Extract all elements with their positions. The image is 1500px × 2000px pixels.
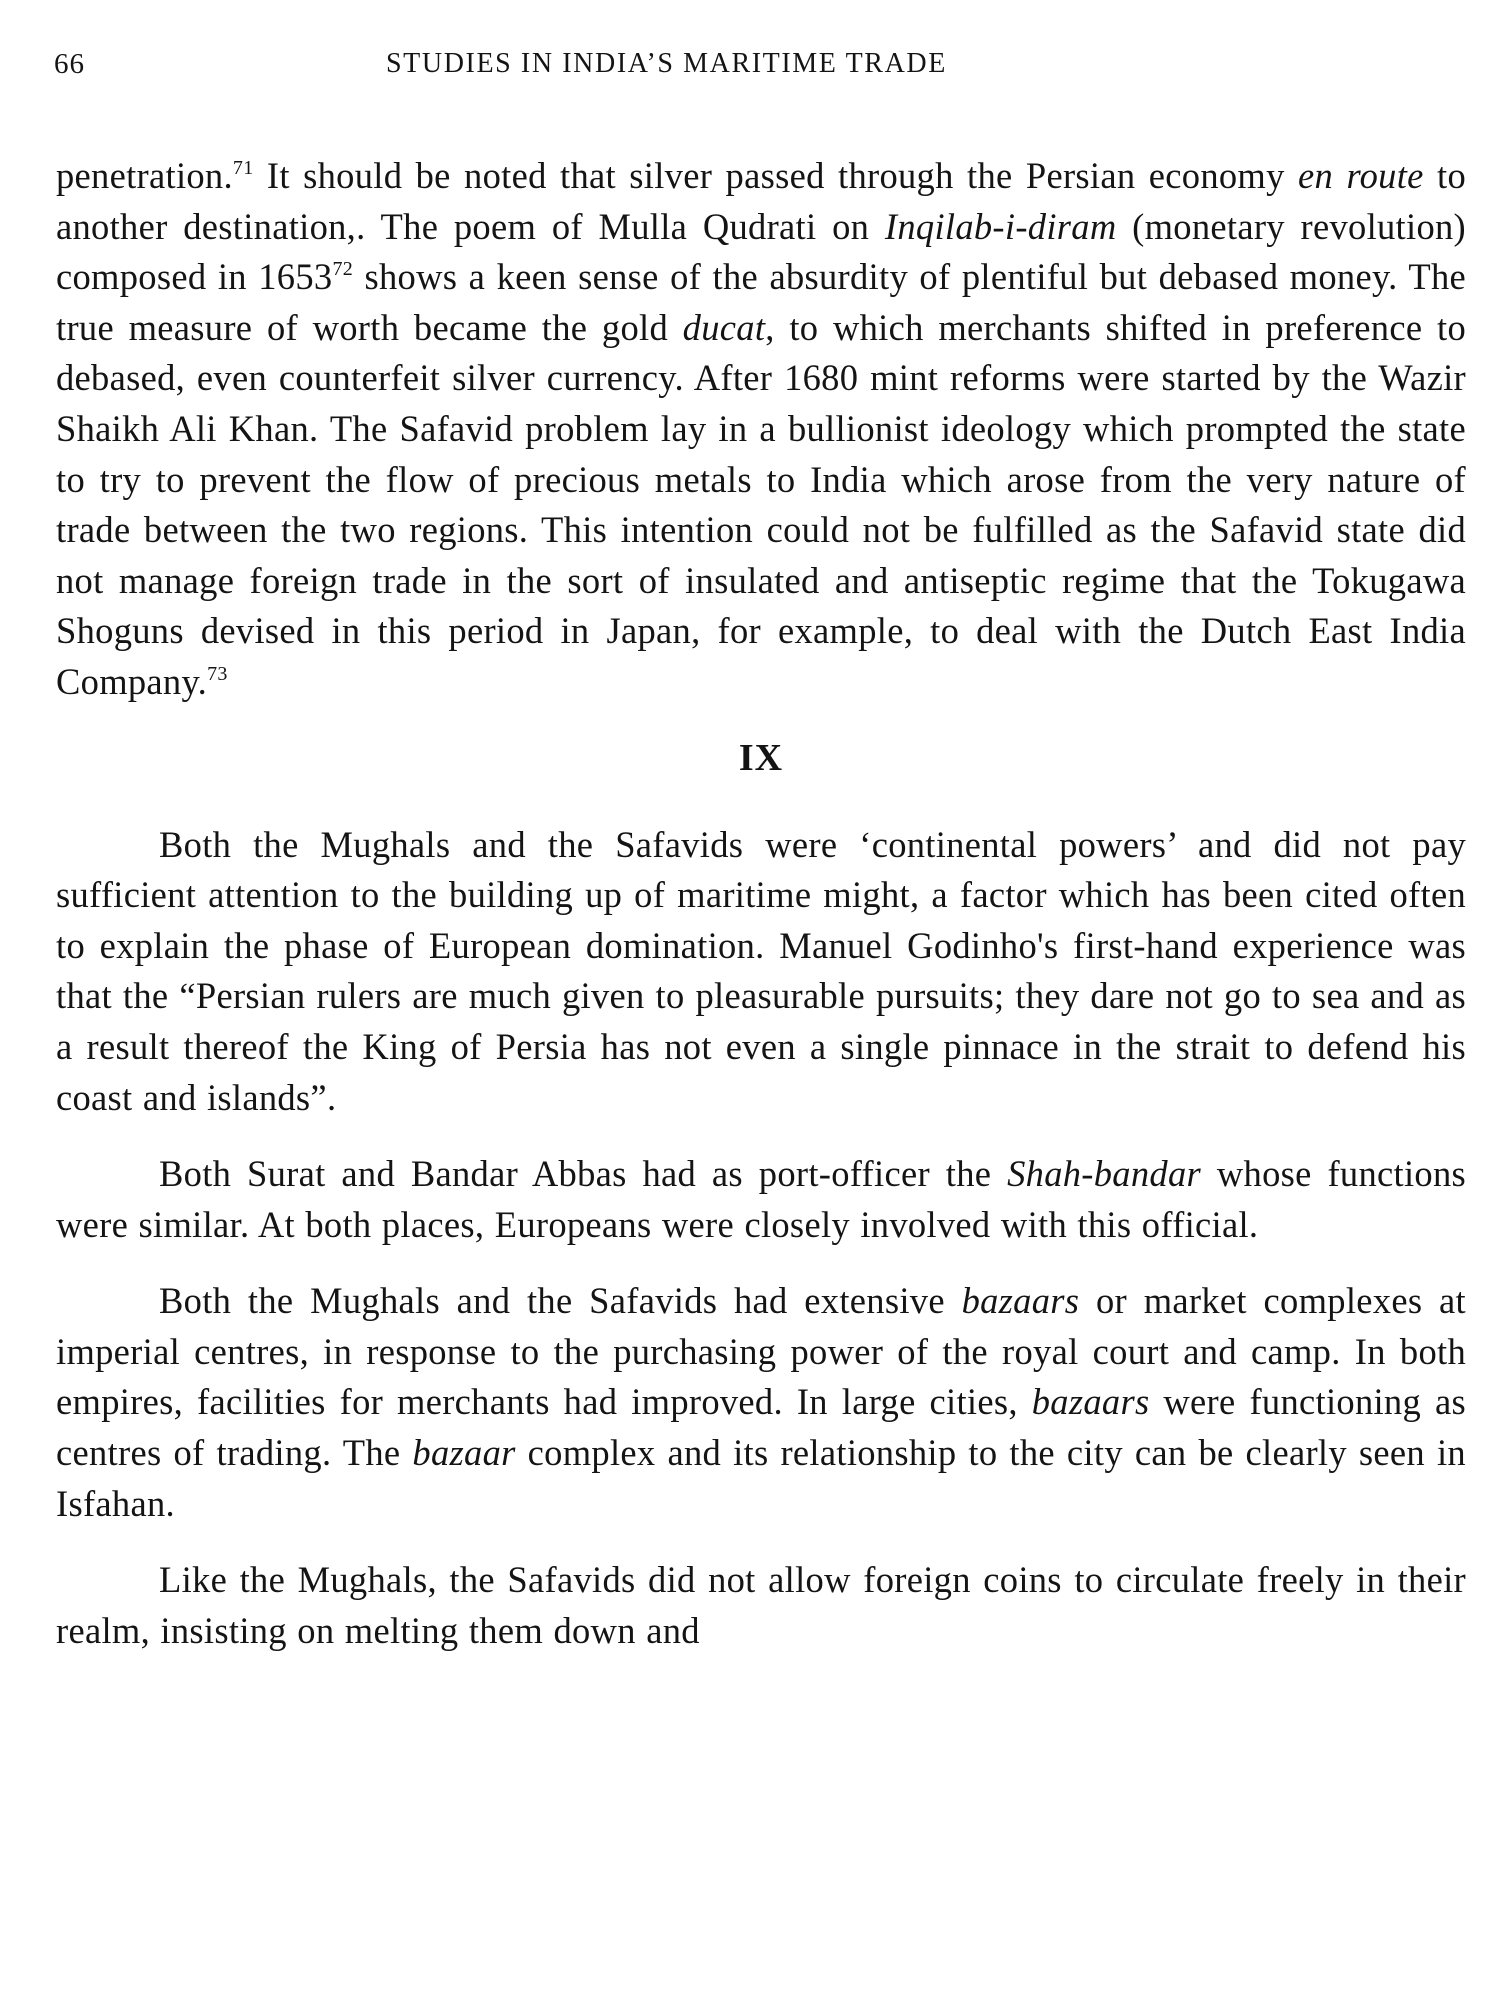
paragraph: Like the Mughals, the Safavids did not allow foreign coins to circulate freely in their realm, insisting on melting them down and [56,1559,1466,1651]
italic-term: bazaar [412,1432,516,1474]
footnote-ref: 72 [332,258,354,281]
italic-term: bazaars [961,1280,1080,1322]
text-run: It should be noted that silver passed through the Persian economy [253,155,1299,196]
text-run: were functioning as centres of trading. The [56,1381,1466,1474]
section-heading: IX [738,736,784,779]
text-run: (monetary revolution) composed in 1653 [56,205,1466,298]
paragraph [56,1276,1466,1529]
paragraph [56,151,1466,708]
text-run: penetration. [56,155,233,196]
italic-term: ducat [682,306,766,348]
italic-term: Shah-bandar [1007,1153,1202,1195]
paragraph: Both the Mughals and the Safavids were ‘continental powers’ and did not pay sufficient attention to the building up of maritime might, a factor which has been cited often to explain the phase of European domination. Manuel Godinho's first-hand experience was that the “Persian rulers are much given to pleasurable pursuits; they dare not go to sea and as a result thereof the King of Persia has not even a single pinnace in the strait to defend his coast and islands”. [56,823,1466,1118]
text-run: whose functions were similar. At both places, Europeans were closely involved with this official. [56,1153,1467,1245]
italic-term: Inqilab-i-diram [884,205,1117,247]
running-title: STUDIES IN INDIA’S MARITIME TRADE [386,48,947,79]
text-run: Both the Mughals and the Safavids had extensive [159,1280,962,1322]
text-run: or market complexes at imperial centres, in response to the purchasing power of the royal court and camp. In both empires, facilities for merchants had improved. In large cities, [56,1280,1466,1423]
page-number: 66 [54,48,85,80]
italic-term: en route [1298,155,1424,196]
text-run: to another destination,. The poem of Mulla Qudrati on [56,155,1467,247]
italic-term: bazaars [1031,1381,1150,1423]
footnote-ref: 71 [232,157,254,179]
text-run: shows a keen sense of the absurdity of plentiful but debased money. The true measure of worth became the gold [56,256,1466,348]
footnote-ref: 73 [207,662,228,685]
paragraph [56,1149,1466,1250]
text-run: complex and its relationship to the city can be clearly seen in Isfahan. [56,1432,1466,1524]
text-run: Both Surat and Bandar Abbas had as port-officer the [159,1153,1008,1195]
page-header [0,48,1500,88]
body-text [56,151,1466,1656]
text-run: , to which merchants shifted in preference to debased, even counterfeit silver currency. After 1680 mint reforms were started by the Wazir Shaikh Ali Khan. The Safavid problem lay in a bullionist ideology which prompted the state to try to prevent the flow of precious metals to India which arose from the very nature of trade between the two regions. This intention could not be fulfilled as the Safavid state did not manage foreign trade in the sort of insulated and antiseptic regime that the Tokugawa Shoguns devised in this period in Japan, for example, to deal with the Dutch East India Company. [56,306,1466,702]
